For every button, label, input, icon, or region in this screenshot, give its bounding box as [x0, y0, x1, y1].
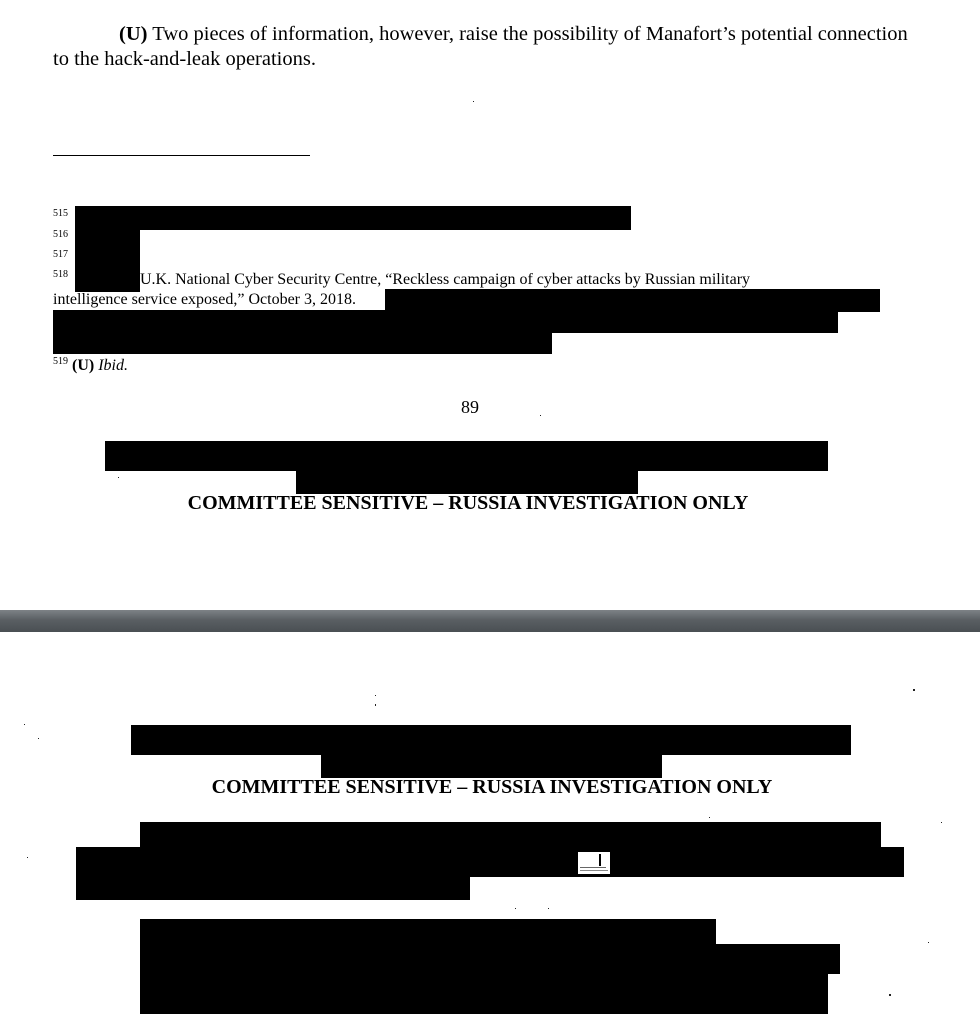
redaction-block	[76, 876, 470, 900]
redaction-block	[131, 725, 851, 755]
footnote-519-text: Ibid.	[98, 357, 128, 374]
paragraph-text: Two pieces of information, however, raise the possibility of Manafort’s potential connection to the hack-and-leak operations.	[53, 23, 908, 70]
classification-banner: COMMITTEE SENSITIVE – RUSSIA INVESTIGATION ONLY	[187, 492, 749, 514]
scan-speck	[473, 101, 474, 102]
scan-speck	[375, 695, 376, 696]
scan-speck	[928, 942, 929, 943]
classification-banner: COMMITTEE SENSITIVE – RUSSIA INVESTIGATION ONLY	[211, 776, 773, 798]
page-number: 89	[461, 397, 479, 417]
redaction-block	[140, 822, 881, 848]
scan-speck	[118, 477, 119, 478]
scan-speck	[375, 704, 376, 706]
redaction-block	[53, 310, 838, 333]
scan-speck	[540, 415, 541, 416]
document-page-next	[0, 632, 980, 1014]
body-paragraph	[53, 22, 913, 72]
footnote-number-519: 519	[53, 356, 68, 367]
footnote-519	[53, 352, 128, 376]
redaction-block	[296, 470, 638, 494]
footnote-518-text-line1: U.K. National Cyber Security Centre, “Reckless campaign of cyber attacks by Russian military	[140, 271, 751, 288]
scan-speck	[709, 817, 710, 818]
scan-speck	[889, 994, 891, 996]
scan-speck	[38, 738, 39, 739]
scan-speck	[515, 908, 516, 909]
scan-speck	[941, 822, 942, 823]
footnote-separator	[53, 155, 310, 156]
redaction-block	[321, 754, 662, 778]
scan-speck	[24, 724, 25, 725]
redaction-block	[140, 944, 840, 974]
redaction-block	[53, 332, 552, 354]
small-unredacted-mark	[578, 852, 610, 874]
page-divider	[0, 610, 980, 632]
redaction-block	[75, 206, 631, 230]
footnote-number-516: 516	[53, 229, 68, 240]
scan-speck	[913, 689, 915, 691]
classification-marking: (U)	[72, 357, 95, 374]
redaction-block	[140, 972, 828, 1014]
scan-speck	[548, 908, 549, 909]
redaction-block	[75, 229, 140, 292]
classification-marking: (U)	[119, 23, 148, 45]
redaction-block	[105, 441, 828, 471]
redaction-block	[76, 847, 904, 877]
footnote-number-515: 515	[53, 208, 68, 219]
footnote-number-517: 517	[53, 249, 68, 260]
scan-speck	[27, 857, 28, 858]
footnote-number-518: 518	[53, 269, 68, 280]
redaction-block	[385, 289, 880, 312]
footnote-518-text-line2: intelligence service exposed,” October 3, 2018.	[53, 291, 356, 308]
